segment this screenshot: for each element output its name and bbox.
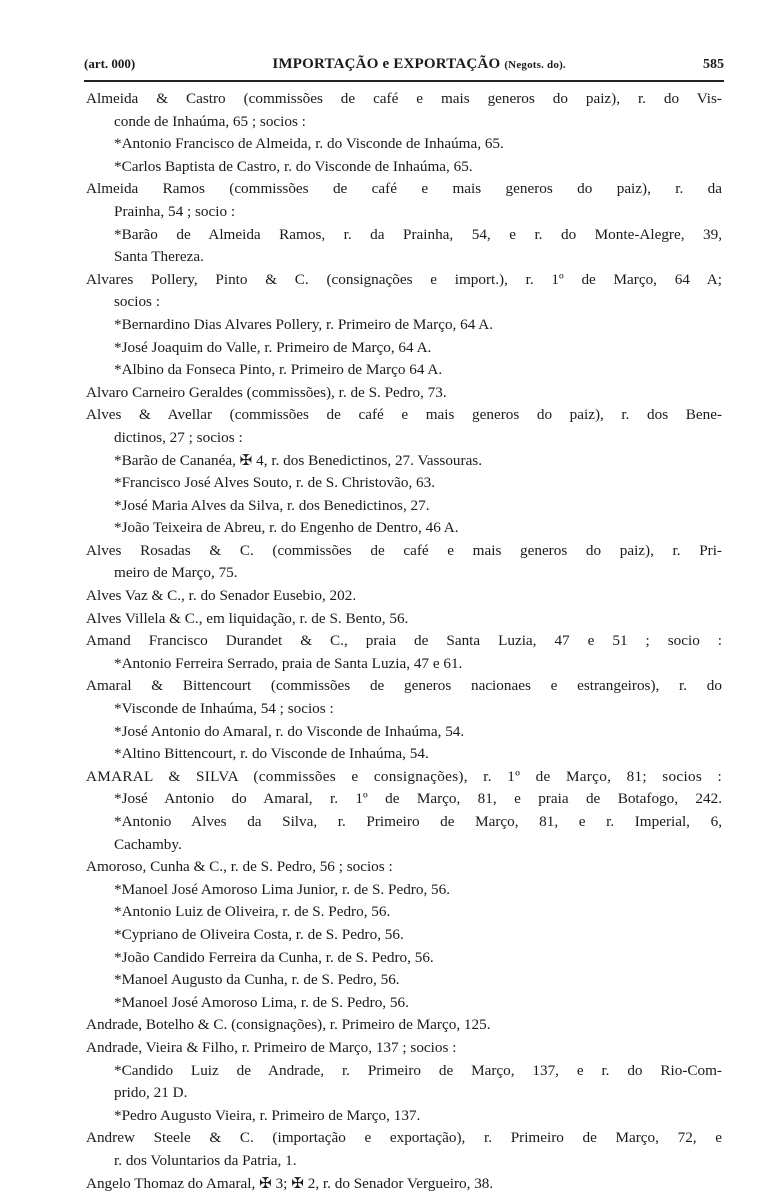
entry-line: *Albino da Fonseca Pinto, r. Primeiro de Março 64 A. [86,359,722,382]
entry-line: Alves Villela & C., em liquidação, r. de S. Bento, 56. [86,608,722,631]
entry-line: *José Antonio do Amaral, r. 1º de Março, 81, e praia de Botafogo, 242. [86,788,722,811]
entry-line: Amaral & Bittencourt (commissões de generos nacionaes e estrangeiros), r. do [86,675,722,698]
section-title-main: IMPORTAÇÃO e EXPORTAÇÃO [272,56,500,72]
entry-line: *José Antonio do Amaral, r. do Visconde de Inhaúma, 54. [86,721,722,744]
entry-line: Santa Thereza. [86,246,722,269]
entry-line: prido, 21 D. [86,1082,722,1105]
entry-line: *Cypriano de Oliveira Costa, r. de S. Pedro, 56. [86,924,722,947]
entry-line: Almeida Ramos (commissões de café e mais generos do paiz), r. da [86,178,722,201]
entry-line: Alves & Avellar (commissões de café e mais generos do paiz), r. dos Bene- [86,404,722,427]
article-reference: (art. 000) [84,56,135,72]
entry-line: Andrade, Vieira & Filho, r. Primeiro de Março, 137 ; socios : [86,1037,722,1060]
directory-listing [86,88,722,1195]
entry-line: *Manoel José Amoroso Lima Junior, r. de S. Pedro, 56. [86,879,722,902]
entry-line: *João Candido Ferreira da Cunha, r. de S. Pedro, 56. [86,947,722,970]
entry-line: Prainha, 54 ; socio : [86,201,722,224]
entry-line: *Carlos Baptista de Castro, r. do Visconde de Inhaúma, 65. [86,156,722,179]
entry-line: *Altino Bittencourt, r. do Visconde de Inhaúma, 54. [86,743,722,766]
entry-line: meiro de Março, 75. [86,562,722,585]
entry-line: Angelo Thomaz do Amaral, ✠ 3; ✠ 2, r. do Senador Vergueiro, 38. [86,1173,722,1195]
entry-line: *Bernardino Dias Alvares Pollery, r. Primeiro de Março, 64 A. [86,314,722,337]
entry-line: *José Joaquim do Valle, r. Primeiro de Março, 64 A. [86,337,722,360]
entry-line: *Manoel Augusto da Cunha, r. de S. Pedro, 56. [86,969,722,992]
entry-line: *Antonio Ferreira Serrado, praia de Santa Luzia, 47 e 61. [86,653,722,676]
page-number: 585 [703,57,724,73]
entry-line: *Antonio Luiz de Oliveira, r. de S. Pedro, 56. [86,901,722,924]
entry-line: Almeida & Castro (commissões de café e mais generos do paiz), r. do Vis- [86,88,722,111]
entry-line: *José Maria Alves da Silva, r. dos Benedictinos, 27. [86,495,722,518]
entry-line: *Candido Luiz de Andrade, r. Primeiro de Março, 137, e r. do Rio-Com- [86,1060,722,1083]
entry-line: *Antonio Alves da Silva, r. Primeiro de Março, 81, e r. Imperial, 6, [86,811,722,834]
entry-line: AMARAL & SILVA (commissões e consignações), r. 1º de Março, 81; socios : [86,766,722,789]
entry-line: Andrade, Botelho & C. (consignações), r. Primeiro de Março, 125. [86,1014,722,1037]
entry-line: Amand Francisco Durandet & C., praia de Santa Luzia, 47 e 51 ; socio : [86,630,722,653]
entry-line: *Francisco José Alves Souto, r. de S. Christovão, 63. [86,472,722,495]
entry-line: Andrew Steele & C. (importação e exportação), r. Primeiro de Março, 72, e [86,1127,722,1150]
entry-line: Alves Rosadas & C. (commissões de café e mais generos do paiz), r. Pri- [86,540,722,563]
entry-line: conde de Inhaúma, 65 ; socios : [86,111,722,134]
entry-line: *Pedro Augusto Vieira, r. Primeiro de Março, 137. [86,1105,722,1128]
section-title-sub: (Negots. do). [504,59,566,71]
entry-line: dictinos, 27 ; socios : [86,427,722,450]
header-rule [84,80,724,82]
entry-line: *Barão de Almeida Ramos, r. da Prainha, 54, e r. do Monte-Alegre, 39, [86,224,722,247]
entry-line: Alves Vaz & C., r. do Senador Eusebio, 202. [86,585,722,608]
entry-line: Cachamby. [86,834,722,857]
page-header [84,56,724,80]
entry-line: *Antonio Francisco de Almeida, r. do Visconde de Inhaúma, 65. [86,133,722,156]
entry-line: *Manoel José Amoroso Lima, r. de S. Pedro, 56. [86,992,722,1015]
entry-line: *Barão de Cananéa, ✠ 4, r. dos Benedictinos, 27. Vassouras. [86,450,722,473]
entry-line: r. dos Voluntarios da Patria, 1. [86,1150,722,1173]
section-title [272,56,566,73]
entry-line: Alvaro Carneiro Geraldes (commissões), r. de S. Pedro, 73. [86,382,722,405]
entry-line: *João Teixeira de Abreu, r. do Engenho de Dentro, 46 A. [86,517,722,540]
entry-line: socios : [86,291,722,314]
entry-line: Amoroso, Cunha & C., r. de S. Pedro, 56 ; socios : [86,856,722,879]
entry-line: Alvares Pollery, Pinto & C. (consignações e import.), r. 1º de Março, 64 A; [86,269,722,292]
entry-line: *Visconde de Inhaúma, 54 ; socios : [86,698,722,721]
